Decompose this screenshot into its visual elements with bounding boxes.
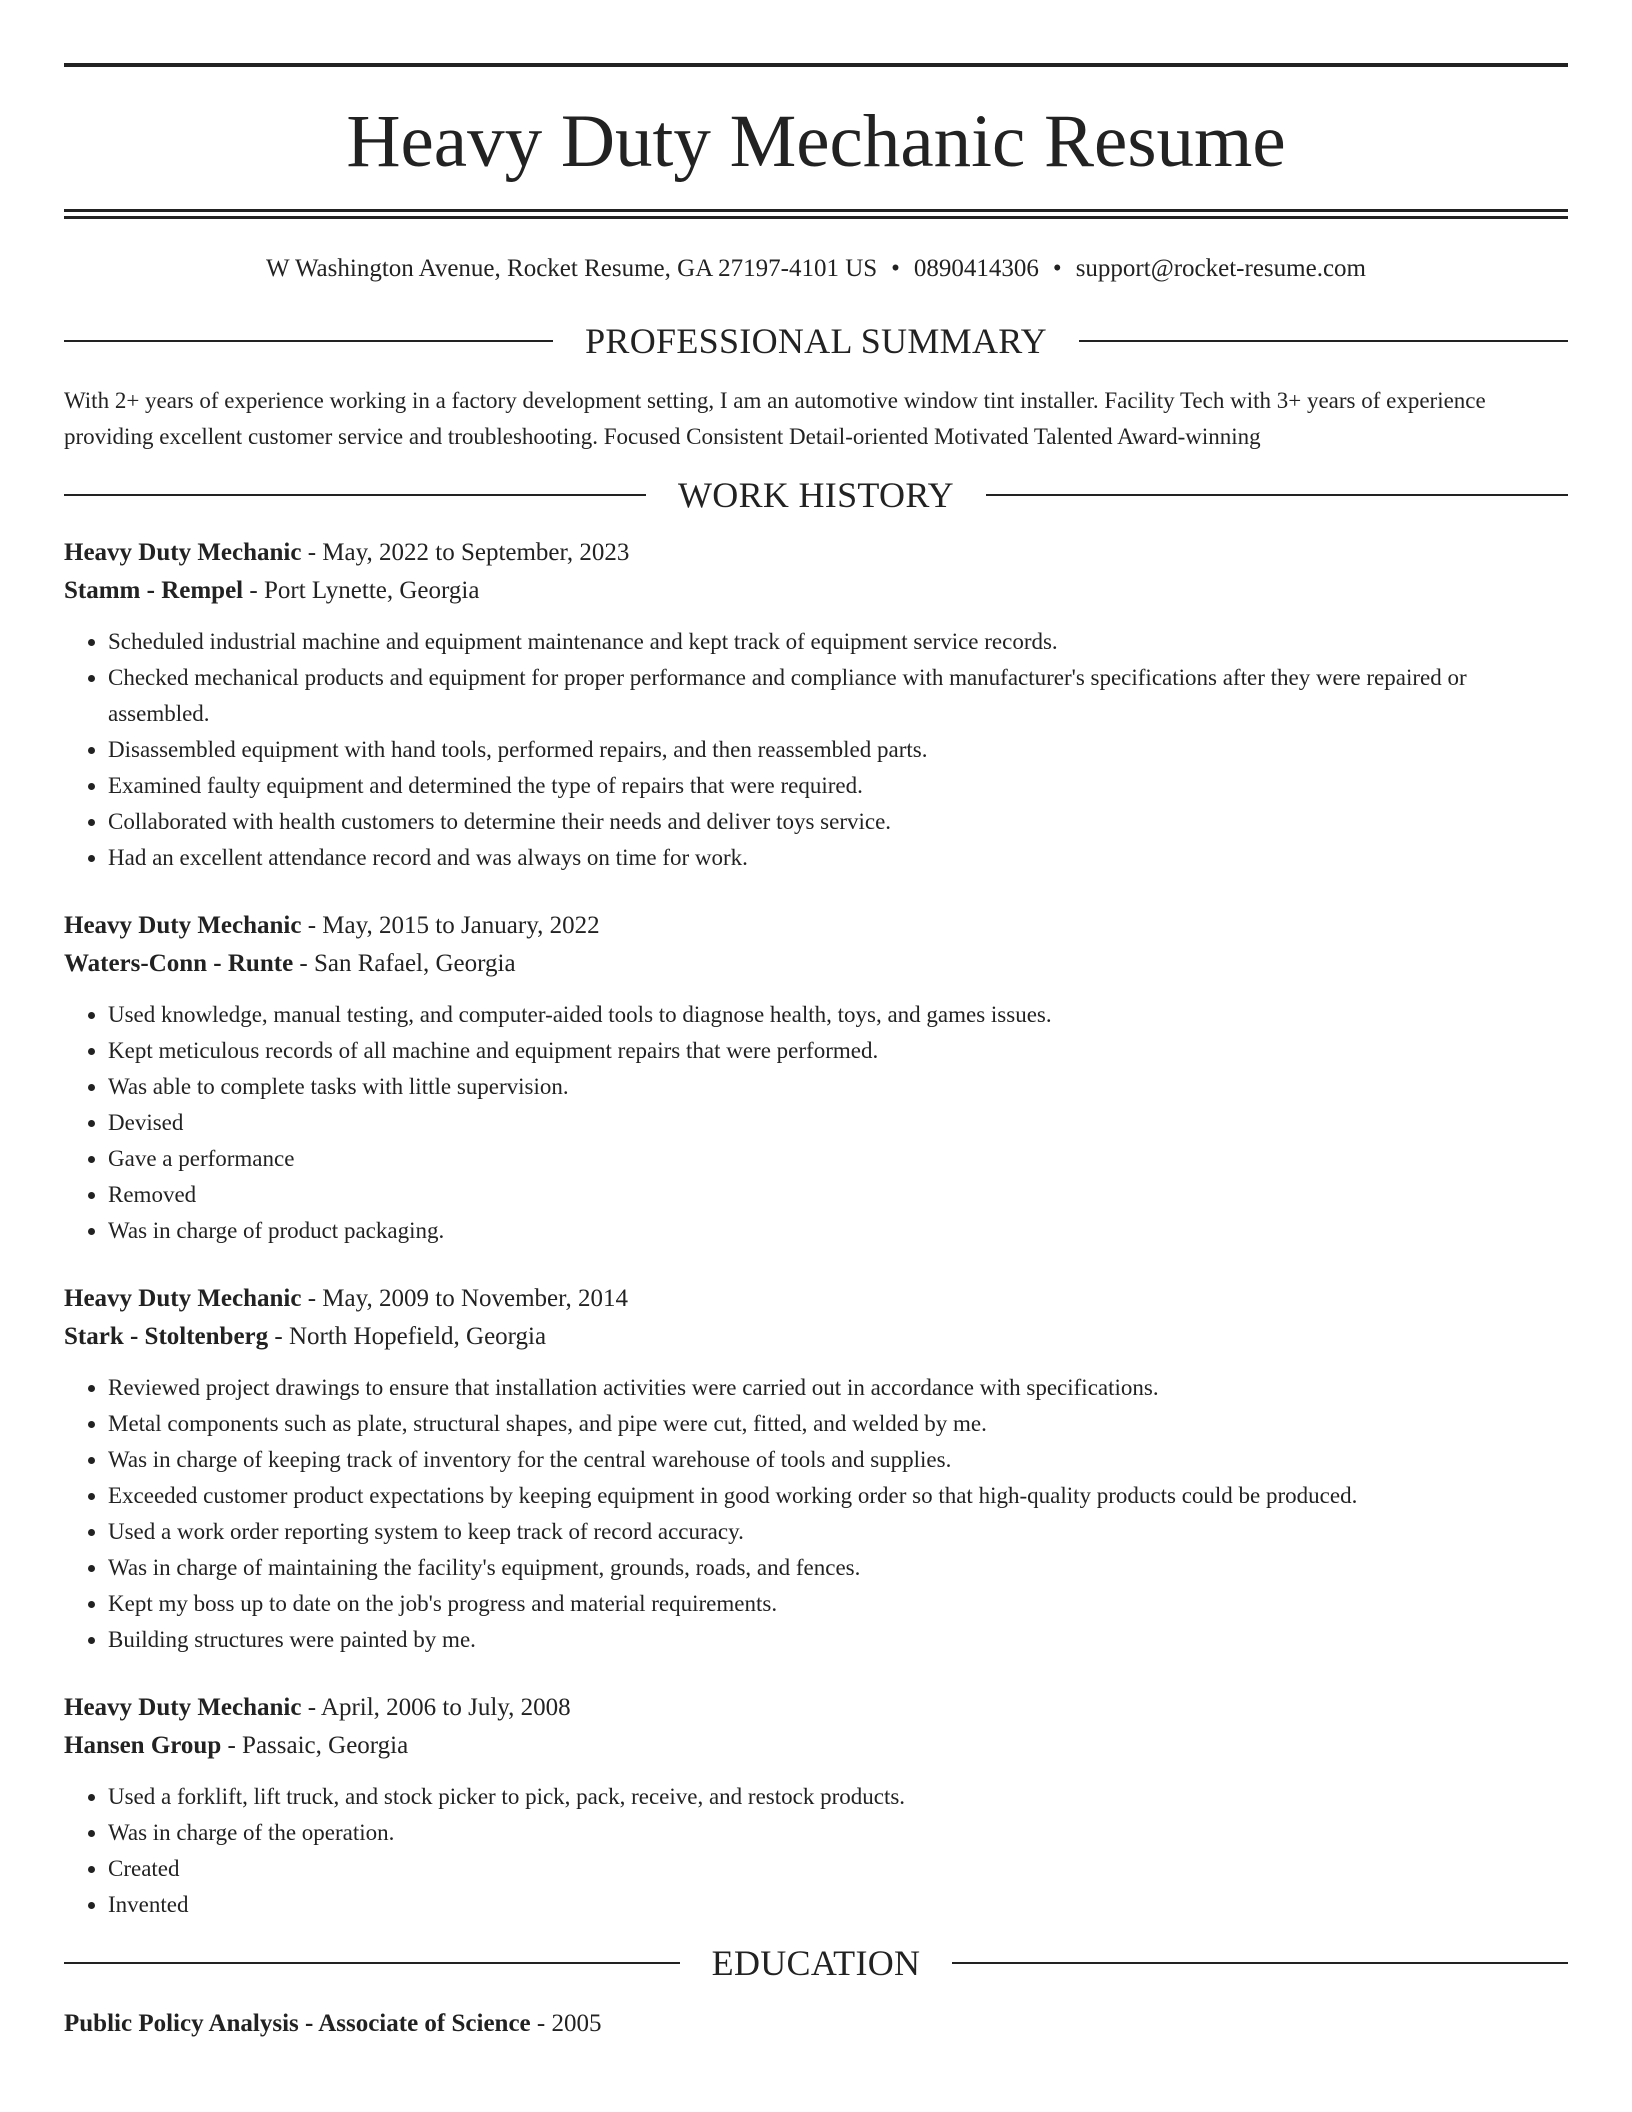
job-entry [64, 1280, 1568, 1658]
duty-item: • Gave a performance [108, 1141, 1568, 1177]
job-title-line [64, 1280, 1568, 1318]
job-duties-list [64, 1370, 1568, 1658]
duty-item: • Used a forklift, lift truck, and stock picker to pick, pack, receive, and restock products. [108, 1779, 1568, 1815]
contact-phone: 0890414306 [913, 255, 1039, 282]
job-title: Heavy Duty Mechanic [64, 539, 302, 566]
duty-item: • Invented [108, 1887, 1568, 1923]
work-history-heading: WORK HISTORY [678, 475, 954, 515]
education-year: - 2005 [530, 2010, 602, 2037]
job-title-line [64, 534, 1568, 572]
job-entry [64, 907, 1568, 1249]
job-title-line [64, 1689, 1568, 1727]
contact-email[interactable]: support@rocket-resume.com [1075, 255, 1366, 282]
job-entry [64, 534, 1568, 876]
heading-rule-right [1079, 340, 1568, 342]
summary-text: With 2+ years of experience working in a factory development setting, I am an automotive window tint installer. Facility Tech with 3+ years of experience providing excellent customer service and troubleshooting. Focused Consistent Detail-oriented Motivated Talented Award-winning [64, 388, 1486, 449]
job-company-line [64, 1727, 1568, 1765]
job-entry [64, 1689, 1568, 1923]
contact-line [64, 253, 1568, 285]
duty-item: • Kept my boss up to date on the job's progress and material requirements. [108, 1586, 1568, 1622]
duty-item: • Scheduled industrial machine and equipment maintenance and kept track of equipment service records. [108, 624, 1568, 660]
job-dates: - May, 2022 to September, 2023 [301, 539, 630, 566]
heading-rule-right [986, 494, 1568, 496]
duty-item: • Checked mechanical products and equipment for proper performance and compliance with manufacturer's specifications after they were repaired or assembled. [108, 660, 1568, 732]
duty-item: • Disassembled equipment with hand tools, performed repairs, and then reassembled parts. [108, 732, 1568, 768]
job-duties-list [64, 1779, 1568, 1923]
duty-item: • Removed [108, 1177, 1568, 1213]
education-section-heading [64, 1943, 1568, 1983]
contact-address: W Washington Avenue, Rocket Resume, GA 27197-4101 US [266, 255, 878, 282]
duty-item: • Kept meticulous records of all machine and equipment repairs that were performed. [108, 1033, 1568, 1069]
job-dates: - May, 2015 to January, 2022 [301, 912, 600, 939]
duty-item: • Had an excellent attendance record and was always on time for work. [108, 840, 1568, 876]
job-duties-list [64, 624, 1568, 876]
contact-separator: • [1052, 255, 1062, 282]
top-rule [64, 63, 1568, 67]
duty-item: • Examined faulty equipment and determined the type of repairs that were required. [108, 768, 1568, 804]
duty-item: • Was in charge of the operation. [108, 1815, 1568, 1851]
education-entry [64, 2005, 1568, 2043]
work-history-section-heading [64, 475, 1568, 515]
summary-section-heading [64, 321, 1568, 361]
duty-item: • Was in charge of maintaining the facility's equipment, grounds, roads, and fences. [108, 1550, 1568, 1586]
job-location: - Passaic, Georgia [221, 1732, 409, 1759]
duty-item: • Was able to complete tasks with little supervision. [108, 1069, 1568, 1105]
heading-rule-left [64, 340, 553, 342]
job-title: Heavy Duty Mechanic [64, 1694, 302, 1721]
job-dates: - April, 2006 to July, 2008 [301, 1694, 571, 1721]
education-program: Public Policy Analysis - Associate of Science [64, 2010, 531, 2037]
duty-item: • Created [108, 1851, 1568, 1887]
duty-item: • Devised [108, 1105, 1568, 1141]
job-duties-list [64, 997, 1568, 1249]
duty-item: • Metal components such as plate, structural shapes, and pipe were cut, fitted, and welded by me. [108, 1406, 1568, 1442]
job-company: Stark - Stoltenberg [64, 1323, 269, 1350]
duty-item: • Used knowledge, manual testing, and computer-aided tools to diagnose health, toys, and games issues. [108, 997, 1568, 1033]
summary-heading: PROFESSIONAL SUMMARY [585, 321, 1047, 361]
job-company: Hansen Group [64, 1732, 222, 1759]
duty-item: • Was in charge of product packaging. [108, 1213, 1568, 1249]
job-company-line [64, 1318, 1568, 1356]
job-title: Heavy Duty Mechanic [64, 1285, 302, 1312]
job-company-line [64, 572, 1568, 610]
job-title: Heavy Duty Mechanic [64, 912, 302, 939]
job-company: Waters-Conn - Runte [64, 950, 294, 977]
heading-rule-right [952, 1962, 1568, 1964]
contact-separator: • [891, 255, 900, 282]
duty-item: • Building structures were painted by me. [108, 1622, 1568, 1658]
education-heading: EDUCATION [711, 1943, 921, 1983]
job-title-line [64, 907, 1568, 945]
duty-item: • Reviewed project drawings to ensure that installation activities were carried out in accordance with specifications. [108, 1370, 1568, 1406]
heading-rule-left [64, 1962, 680, 1964]
heading-rule-left [64, 494, 646, 496]
job-dates: - May, 2009 to November, 2014 [301, 1285, 628, 1312]
title-rule-lower [64, 216, 1568, 219]
job-location: - San Rafael, Georgia [293, 950, 516, 977]
job-company: Stamm - Rempel [64, 577, 244, 604]
title-rule-upper [64, 209, 1568, 212]
duty-item: • Exceeded customer product expectations by keeping equipment in good working order so that high-quality products could be produced. [108, 1478, 1568, 1514]
resume-page [64, 63, 1568, 2043]
job-location: - North Hopefield, Georgia [268, 1323, 547, 1350]
job-company-line [64, 945, 1568, 983]
job-location: - Port Lynette, Georgia [243, 577, 480, 604]
duty-item: • Used a work order reporting system to keep track of record accuracy. [108, 1514, 1568, 1550]
duty-item: • Collaborated with health customers to determine their needs and deliver toys service. [108, 804, 1568, 840]
duty-item: • Was in charge of keeping track of inventory for the central warehouse of tools and supplies. [108, 1442, 1568, 1478]
resume-title: Heavy Duty Mechanic Resume [346, 100, 1286, 183]
